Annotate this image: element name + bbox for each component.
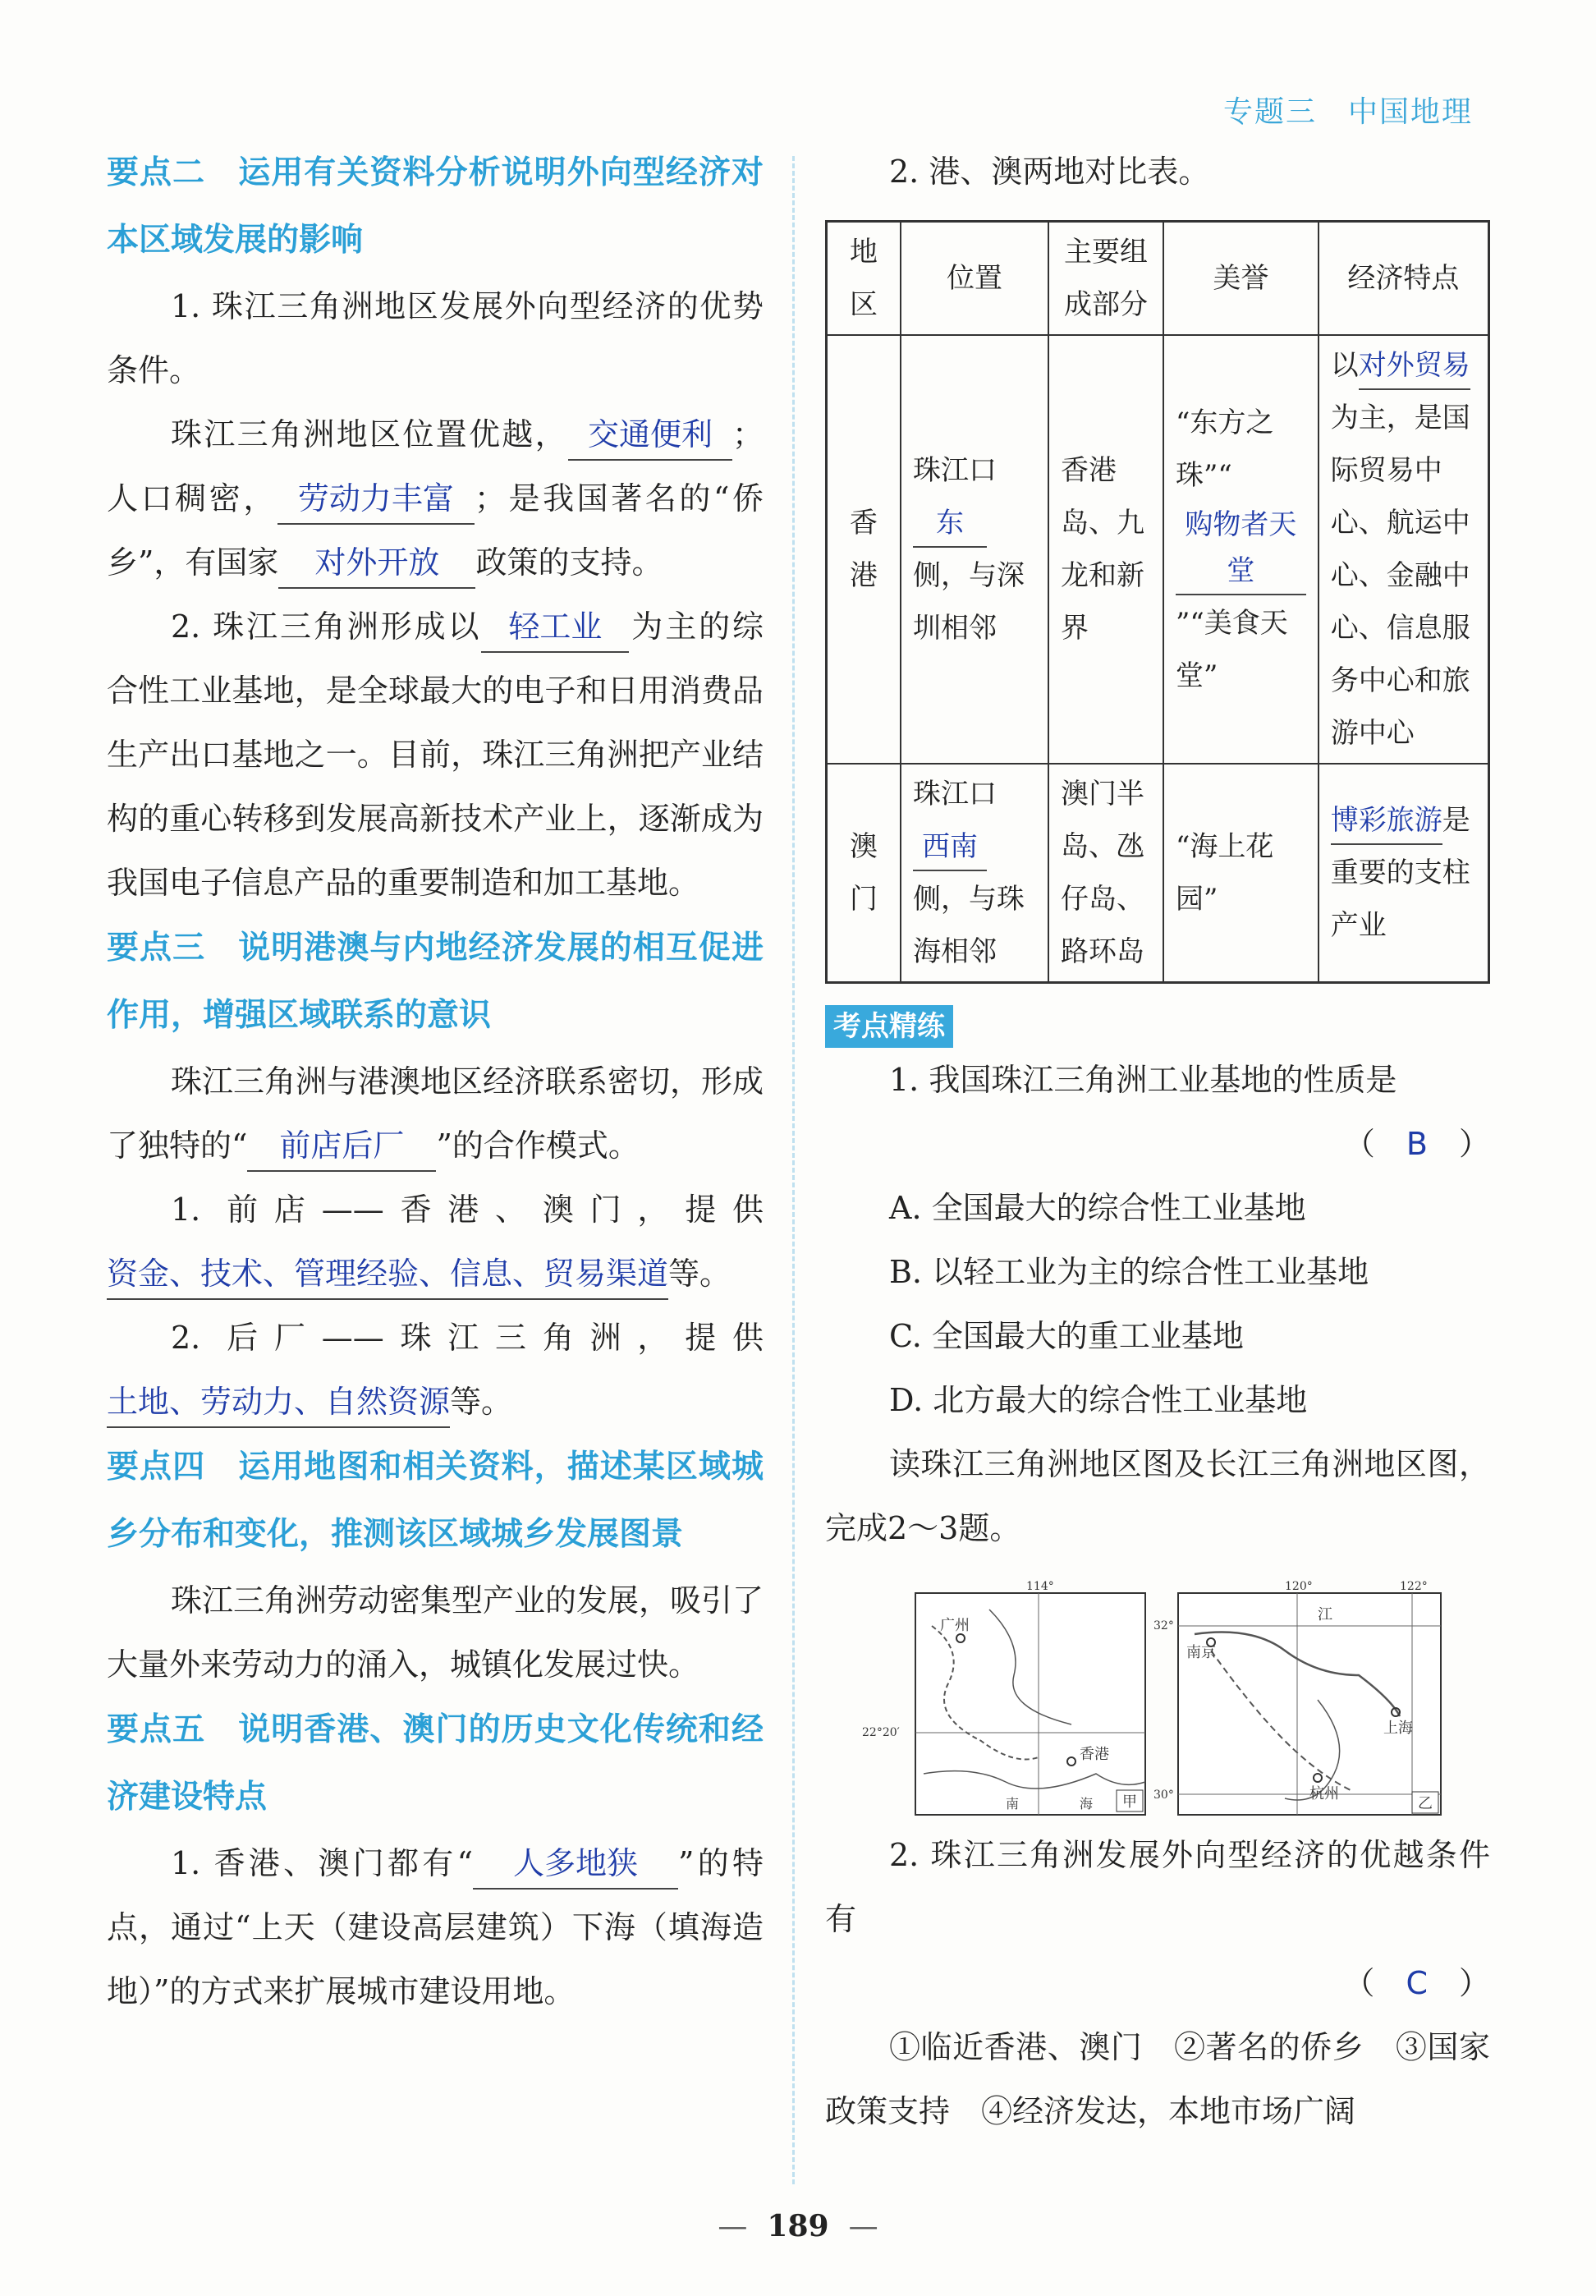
answer-letter: B: [1406, 1126, 1428, 1162]
key-point-4-title: 要点四 运用地图和相关资料，描述某区域城乡分布和变化，推测该区域城乡发展图景: [107, 1449, 764, 1553]
text: ”的合作模式。: [436, 1127, 640, 1164]
page-number: 189: [767, 2209, 829, 2243]
answer-blank: 对外开放: [278, 538, 475, 589]
map-label: 上海: [1383, 1720, 1413, 1737]
map-label: 120°: [1285, 1580, 1313, 1593]
map-label: 广州: [940, 1617, 970, 1634]
option: C. 全国最大的重工业基地: [889, 1318, 1244, 1354]
map-label: 江: [1318, 1606, 1332, 1623]
text: 政策的支持。: [475, 544, 663, 581]
table-cell: [1319, 335, 1489, 764]
answer-blank: 对外贸易: [1359, 342, 1470, 390]
table-header: 美誉: [1163, 222, 1319, 336]
comparison-table: [825, 220, 1490, 984]
answer-letter: C: [1406, 1965, 1428, 2001]
answer-blank: 博彩旅游: [1331, 797, 1442, 845]
paragraph: 珠江三角洲劳动密集型产业的发展，吸引了大量外来劳动力的涌入，城镇化发展过快。: [107, 1582, 764, 1683]
answer-blank: 资金、技术、管理经验、信息、贸易渠道: [107, 1249, 668, 1300]
map-label: 香港: [1080, 1746, 1109, 1763]
text: 珠江三角洲地区位置优越，: [171, 416, 568, 452]
paragraph: [107, 402, 764, 595]
option: A. 全国最大的综合性工业基地: [889, 1190, 1306, 1226]
answer-bracket: （ C ）: [1343, 1965, 1490, 2001]
table-cell: [901, 764, 1048, 983]
answer-blank: 东: [913, 500, 987, 548]
table-header: 经济特点: [1319, 222, 1489, 336]
table-header: 位置: [901, 222, 1048, 336]
text: 等。: [450, 1384, 513, 1420]
table-cell: [1319, 764, 1489, 983]
text: 2. 后厂——珠江三角洲，提供: [171, 1320, 764, 1356]
table-header: 地区: [827, 222, 901, 336]
footer-dash: —: [848, 2210, 878, 2243]
question-options: ①临近香港、澳门 ②著名的侨乡 ③国家政策支持 ④经济发达，本地市场广阔: [825, 2029, 1490, 2129]
left-column: [107, 140, 764, 2023]
table-cell: 香港: [827, 335, 901, 764]
table-header: 主要组成部分: [1048, 222, 1163, 336]
answer-blank: 购物者天堂: [1176, 502, 1306, 595]
table-row: [827, 335, 1489, 764]
map-label: 杭州: [1309, 1785, 1339, 1802]
key-point-2-title: 要点二 运用有关资料分析说明外向型经济对本区域发展的影响: [107, 154, 764, 259]
text: ”“美食天堂”: [1176, 607, 1288, 692]
text: 等。: [668, 1256, 732, 1292]
map-pearl-river-delta: [862, 1580, 1145, 1815]
map-label: 30°: [1153, 1789, 1174, 1802]
footer-dash: —: [718, 2210, 748, 2243]
paragraph: [107, 1306, 764, 1434]
option: D. 北方最大的综合性工业基地: [889, 1382, 1308, 1418]
text: 1. 前店——香港、澳门，提供: [171, 1192, 764, 1228]
table-header-row: [827, 222, 1489, 336]
table-cell: 香港岛、九龙和新界: [1048, 335, 1163, 764]
answer-blank: 前店后厂: [247, 1121, 436, 1172]
map-tag: 甲: [1122, 1793, 1137, 1811]
map-figures: [825, 1577, 1490, 1823]
text: ”的特点，通过“上天（建设高层建筑）下海（填海造地）”的方式来扩展城市建设用地。: [107, 1845, 764, 2009]
answer-blank: 劳动力丰富: [277, 474, 475, 525]
key-point-3-title: 要点三 说明港澳与内地经济发展的相互促进作用，增强区域联系的意识: [107, 930, 764, 1034]
option: B. 以轻工业为主的综合性工业基地: [889, 1254, 1369, 1290]
paragraph: [107, 1178, 764, 1306]
map-tag: 乙: [1418, 1795, 1433, 1812]
answer-blank: 轻工业: [481, 602, 629, 653]
text: ；是我国著名的“侨乡”，有国家: [107, 480, 764, 581]
map-label: 海: [1080, 1796, 1094, 1812]
paragraph: [107, 1831, 764, 2023]
answer-blank: 土地、劳动力、自然资源: [107, 1377, 450, 1428]
answer-blank: 人多地狭: [473, 1839, 678, 1890]
question-intro: 读珠江三角洲地区图及长江三角洲地区图，完成2～3题。: [825, 1446, 1490, 1546]
text: 侧，与珠海相邻: [913, 883, 1025, 968]
text: 珠江口: [913, 778, 997, 810]
paragraph: [107, 595, 764, 915]
text: 是重要的支柱产业: [1330, 804, 1470, 942]
answer-blank: 西南: [913, 824, 987, 871]
paragraph: [107, 1049, 764, 1178]
map-label: 南: [1006, 1796, 1020, 1812]
answer-bracket: （ B ）: [1343, 1126, 1490, 1162]
key-point-5-title: 要点五 说明香港、澳门的历史文化传统和经济建设特点: [107, 1711, 764, 1816]
page-footer: [0, 2209, 1596, 2243]
table-cell: [1163, 335, 1319, 764]
table-cell: “海上花园”: [1163, 764, 1319, 983]
table-cell: 澳门: [827, 764, 901, 983]
map-label: 114°: [1026, 1580, 1054, 1593]
text: 为主，是国际贸易中心、航运中心、金融中心、信息服务中心和旅游中心: [1330, 402, 1470, 750]
section-badge: 考点精练: [825, 1005, 953, 1048]
table-cell: 澳门半岛、氹仔岛、路环岛: [1048, 764, 1163, 983]
text: “东方之珠”“: [1176, 406, 1274, 492]
answer-blank: 交通便利: [568, 410, 732, 461]
text: 珠江口: [913, 454, 997, 487]
map-label: 南京: [1186, 1644, 1216, 1661]
map-label: 122°: [1400, 1580, 1428, 1593]
table-row: [827, 764, 1489, 983]
text: 1. 香港、澳门都有“: [171, 1845, 473, 1881]
map-label: 22°20′: [862, 1726, 900, 1739]
text: 侧，与深圳相邻: [913, 559, 1025, 645]
map-yangtze-river-delta: [1153, 1580, 1441, 1815]
question-1: 1. 我国珠江三角洲工业基地的性质是: [889, 1062, 1397, 1098]
maps: [825, 1577, 1490, 1823]
table-caption: 2. 港、澳两地对比表。: [889, 154, 1210, 190]
question-2: 2. 珠江三角洲发展外向型经济的优越条件有: [825, 1837, 1490, 1937]
text: 为主的综合性工业基地，是全球最大的电子和日用消费品生产出口基地之一。目前，珠江三角洲把产业结构的重心转移到发展高新技术产业上，逐渐成为我国电子信息产品的重要制造和加工基地。: [107, 608, 764, 901]
paragraph: 1. 珠江三角洲地区发展外向型经济的优势条件。: [107, 288, 764, 388]
table-cell: [901, 335, 1048, 764]
text: 2. 珠江三角洲形成以: [171, 608, 482, 645]
right-column: [825, 140, 1490, 2143]
column-divider: [792, 156, 795, 2184]
text: ；人口稠密，: [107, 416, 764, 517]
text: 珠江三角洲与港澳地区经济联系密切，形成了独特的“: [107, 1063, 764, 1164]
map-label: 32°: [1153, 1619, 1174, 1632]
running-header: 专题三 中国地理: [1222, 95, 1473, 129]
text: 以: [1330, 349, 1359, 382]
